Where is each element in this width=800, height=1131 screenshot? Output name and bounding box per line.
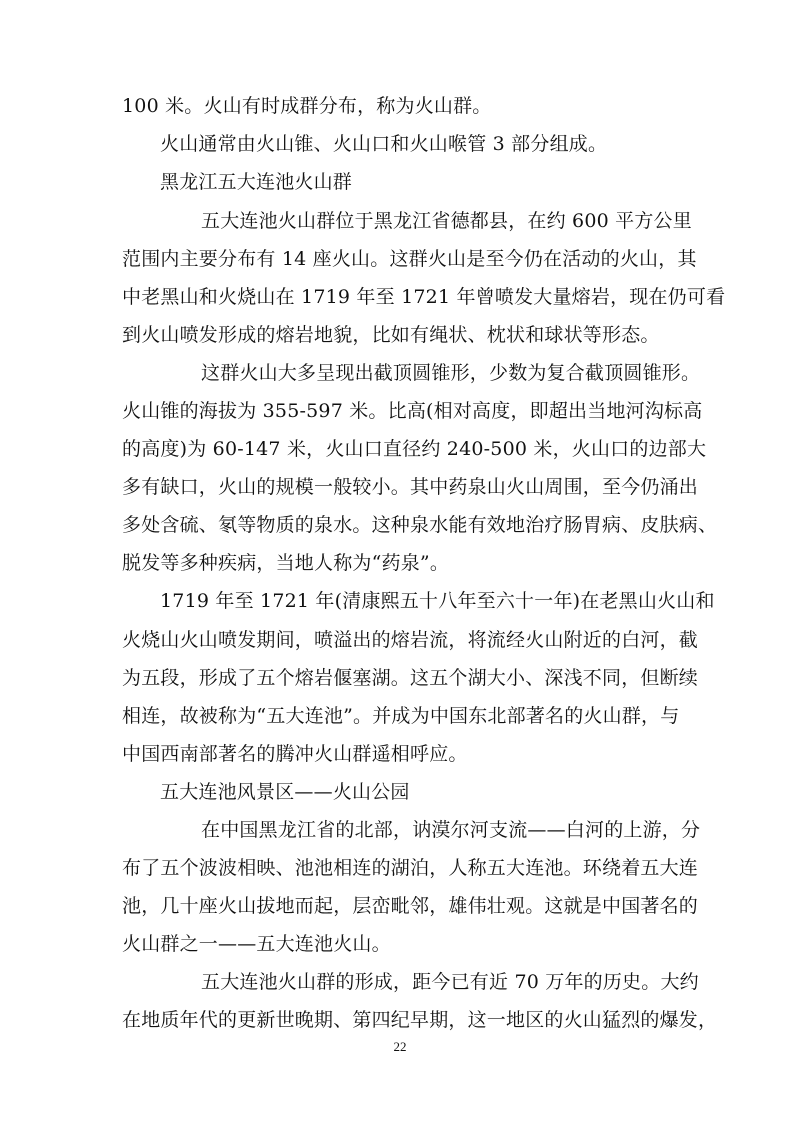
text-line: 100 米。火山有时成群分布，称为火山群。: [122, 95, 492, 117]
section-heading: 五大连池风景区——火山公园: [160, 781, 410, 803]
text-line: 池，几十座火山拔地而起，层峦毗邻，雄伟壮观。这就是中国著名的: [122, 895, 699, 917]
text-line: 火山通常由火山锥、火山口和火山喉管 3 部分组成。: [160, 133, 608, 155]
text-line: 在地质年代的更新世晚期、第四纪早期，这一地区的火山猛烈的爆发，: [122, 1009, 718, 1031]
text-line: 多处含硫、氡等物质的泉水。这种泉水能有效地治疗肠胃病、皮肤病、: [122, 514, 718, 536]
text-line: 为五段，形成了五个熔岩偃塞湖。这五个湖大小、深浅不同，但断续: [122, 667, 699, 689]
text-line: 五大连池火山群的形成，距今已有近 70 万年的历史。大约: [201, 971, 699, 993]
text-line: 中老黑山和火烧山在 1719 年至 1721 年曾喷发大量熔岩，现在仍可看: [122, 286, 726, 308]
text-line: 五大连池火山群位于黑龙江省德都县，在约 600 平方公里: [201, 210, 692, 232]
text-line: 在中国黑龙江省的北部，讷漠尔河支流——白河的上游，分: [201, 819, 701, 841]
text-line: 中国西南部著名的腾冲火山群遥相呼应。: [122, 743, 468, 765]
text-line: 多有缺口，火山的规模一般较小。其中药泉山火山周围，至今仍涌出: [122, 476, 699, 498]
page-number: 22: [393, 1039, 407, 1054]
text-line: 火烧山火山喷发期间，喷溢出的熔岩流，将流经火山附近的白河，截: [122, 629, 699, 651]
text-line: 火山群之一——五大连池火山。: [122, 933, 391, 955]
text-line: 这群火山大多呈现出截顶圆锥形，少数为复合截顶圆锥形。: [201, 362, 701, 384]
text-line: 相连，故被称为“五大连池”。并成为中国东北部著名的火山群，与: [122, 705, 680, 727]
text-line: 脱发等多种疾病，当地人称为“药泉”。: [122, 552, 450, 574]
text-line: 范围内主要分布有 14 座火山。这群火山是至今仍在活动的火山，其: [122, 248, 697, 270]
text-line: 到火山喷发形成的熔岩地貌，比如有绳状、枕状和球状等形态。: [122, 324, 660, 346]
text-line: 1719 年至 1721 年(清康熙五十八年至六十一年)在老黑山火山和: [160, 590, 715, 612]
section-heading: 黑龙江五大连池火山群: [160, 171, 353, 193]
text-line: 布了五个波波相映、池池相连的湖泊，人称五大连池。环绕着五大连: [122, 857, 699, 879]
text-line: 火山锥的海拔为 355-597 米。比高(相对高度，即超出当地河沟标高: [122, 400, 703, 422]
text-line: 的高度)为 60-147 米，火山口直径约 240-500 米，火山口的边部大: [122, 438, 707, 460]
